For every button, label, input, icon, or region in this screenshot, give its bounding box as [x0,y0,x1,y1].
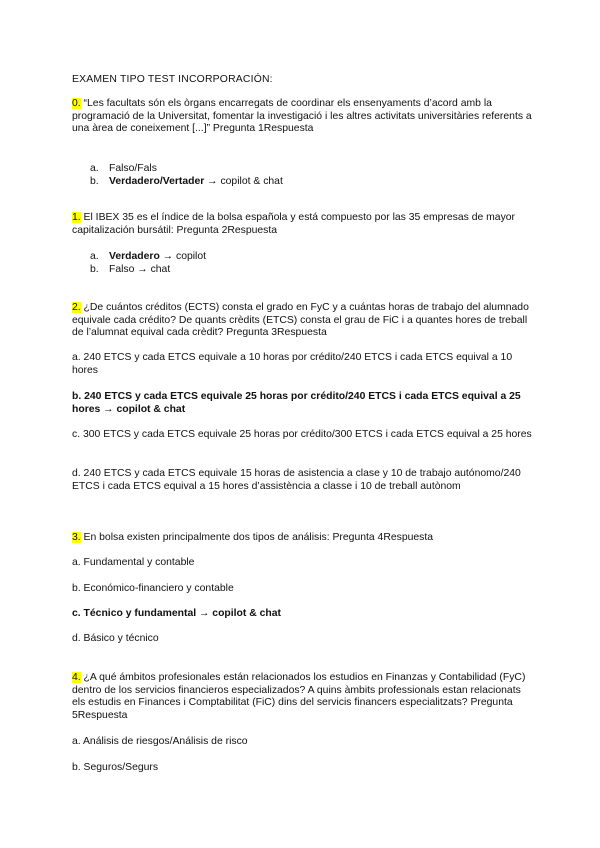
option-3d: d. Básico y técnico [72,633,159,644]
option-4a: a. Análisis de riesgos/Análisis de risco [72,736,248,747]
question-text: En bolsa existen principalmente dos tipos de análisis: Pregunta 4Respuesta [80,532,434,543]
question-text: “Les facultats són els òrgans encarregats de coordinar els ensenyaments d’acord amb la programació de la Universitat, fomentar la investigació i les altres activitats universitàries referents a una àrea de coneixement [...]” Pregunta 1Respuesta [72,98,532,135]
question-number: 4. [72,672,81,683]
question-4 [72,672,532,722]
option-2c: c. 300 ETCS y cada ETCS equivale 25 horas por crédito/300 ETCS i cada ETCS equival a 25 hores [72,429,532,440]
question-text: El IBEX 35 es el índice de la bolsa española y está compuesto por las 35 empresas de mayor capitalización bursátil: Pregunta 2Respuesta [72,212,516,236]
option-1a [90,251,530,264]
option-1b [90,264,530,277]
question-0 [72,98,532,136]
question-2 [72,302,532,340]
question-3 [72,532,532,545]
question-number: 0. [72,98,81,109]
option-0b [90,176,530,189]
option-text: Falso/Fals [109,163,157,174]
option-letter: b. [90,264,99,275]
option-3c: c. Técnico y fundamental → copilot & chat [72,608,281,619]
option-4b: b. Seguros/Segurs [72,762,159,773]
question-number: 2. [72,302,81,313]
option-bold-text: Verdadero [109,251,160,262]
option-tail: → copilot [159,251,207,262]
option-3a: a. Fundamental y contable [72,557,195,568]
exam-title: EXAMEN TIPO TEST INCORPORACIÓN: [72,74,273,85]
option-letter: b. [90,176,99,187]
option-2b: b. 240 ETCS y cada ETCS equivale 25 horas por crédito/240 ETCS i cada ETCS equival a 25 hores → copilot & chat [72,391,521,415]
option-letter: a. [90,163,99,174]
question-text: ¿De cuántos créditos (ECTS) consta el grado en FyC y a cuántas horas de trabajo del alumnado equivale cada crédito? De quants crèdits (ETCS) consta el grau de FiC i a quantes hores de treball de l’alumnat equival cada crèdit? Pregunta 3Respuesta [72,302,529,339]
option-0a [90,163,530,176]
option-2d: d. 240 ETCS y cada ETCS equivale 15 horas de asistencia a clase y 10 de trabajo autónomo/240 ETCS i cada ETCS equival a 15 hores d’assistència a classe i 10 de treball autònom [72,468,521,492]
question-number: 3. [72,532,81,543]
option-bold-text: Verdadero/Vertader [109,176,205,187]
option-letter: a. [90,251,99,262]
option-text: Falso → chat [109,264,171,275]
question-number: 1. [72,212,81,223]
option-2a: a. 240 ETCS y cada ETCS equivale a 10 horas por crédito/240 ETCS i cada ETCS equival a 10 hores [72,352,513,376]
question-text: ¿A qué ámbitos profesionales están relacionados los estudios en Finanzas y Contabilidad (FyC) dentro de los servicios financieros especializados? A quins àmbits professionals estan relacionats els estudis en Finances i Comptabilitat (FiC) dins del servicis financers especialitzats? Pregunta 5Respuesta [72,672,526,721]
question-1 [72,212,532,237]
option-3b: b. Económico-financiero y contable [72,583,234,594]
option-tail: → copilot & chat [204,176,283,187]
